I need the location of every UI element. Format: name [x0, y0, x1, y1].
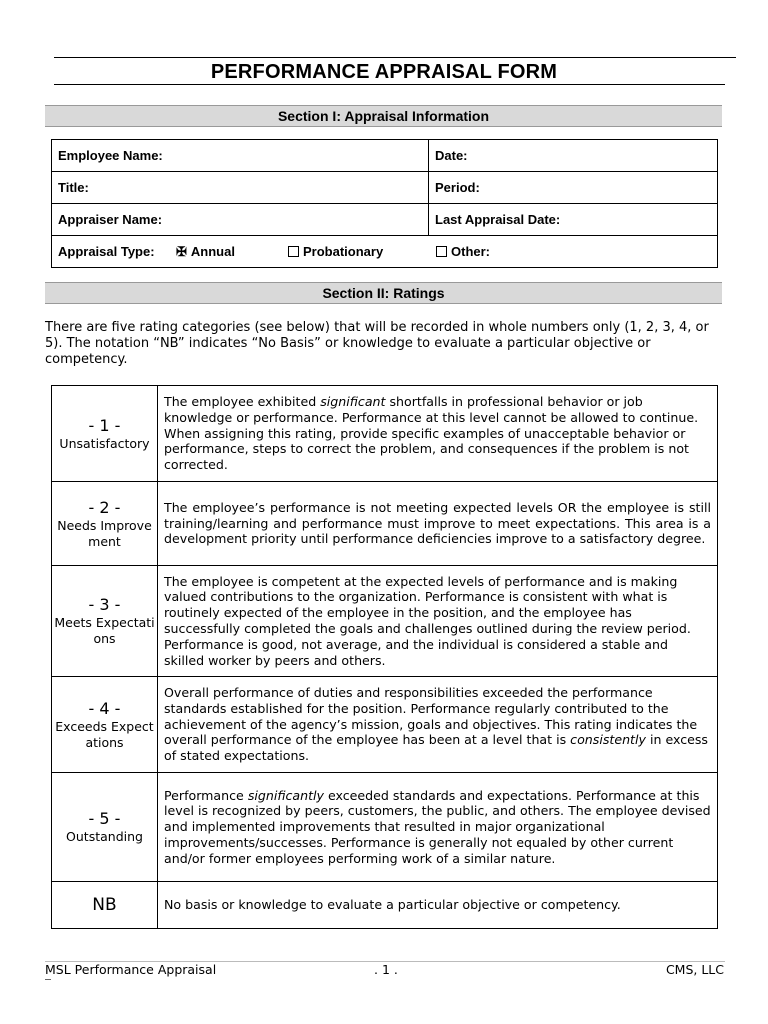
rating-name: Exceeds Expectations: [55, 718, 154, 750]
footer-left: MSL Performance Appraisal: [45, 962, 217, 977]
title-label: Title:: [58, 180, 89, 195]
info-row-employee: [52, 140, 718, 172]
other-option-label: Other:: [451, 244, 490, 259]
info-row-type: [52, 236, 718, 268]
rating-label-cell: [52, 773, 158, 882]
checked-cross-icon: ✠: [176, 243, 187, 259]
checkbox-icon: [288, 246, 299, 257]
appraisal-type-label: Appraisal Type:: [58, 244, 155, 259]
rating-description: The employee is competent at the expected levels of performance and is making valued contributions to the organization. Performance is consistent with what is routinely expected of the employee in the position, and the employee has successfully completed the goals and challenges outlined during the review period. Performance is good, not average, and the individual is considered a stable and skilled worker by peers and others.: [158, 566, 718, 677]
rating-name: Outstanding: [66, 829, 143, 844]
rating-row-nb: [52, 882, 718, 929]
appraiser-name-field[interactable]: [52, 204, 429, 236]
info-row-appraiser: [52, 204, 718, 236]
employee-name-label: Employee Name:: [58, 148, 163, 163]
footer-tick: [45, 979, 51, 980]
form-title: PERFORMANCE APPRAISAL FORM: [210, 61, 558, 83]
rating-desc-part: The employee exhibited: [164, 394, 321, 409]
rating-name: Meets Expectations: [54, 615, 155, 646]
employee-name-field[interactable]: [52, 140, 429, 172]
appraisal-type-cell: [52, 236, 718, 268]
probationary-option-label: Probationary: [303, 244, 384, 259]
period-field[interactable]: [429, 172, 718, 204]
rating-desc-emphasis: consistently: [570, 732, 646, 748]
rating-row-5: [52, 773, 718, 882]
title-rule-top: [54, 57, 736, 58]
footer-right: CMS, LLC: [665, 962, 724, 977]
rating-row-1: [52, 386, 718, 482]
rating-desc-emphasis: significantly: [247, 787, 324, 803]
rating-name: Needs Improvement: [57, 517, 152, 549]
title-rule-bottom: [54, 84, 725, 85]
rating-desc-part: shortfalls in professional behavior or job knowledge or performance. Performance at this level cannot be allowed to continue. When assigning this rating, provide specific examples of unacceptable behavior or performance, steps to correct the problem, and consequences if the problem is not corrected.: [164, 394, 699, 473]
appraisal-info-table: [51, 139, 718, 268]
section-2-header: Section II: Ratings: [45, 282, 722, 304]
rating-row-4: [52, 677, 718, 773]
section-1-header: Section I: Appraisal Information: [45, 105, 722, 127]
rating-name: Unsatisfactory: [59, 435, 150, 451]
rating-number: - 2 -: [88, 497, 121, 517]
page-number: . 1 .: [374, 962, 398, 977]
rating-desc-part: exceeded standards and expectations. Performance at this level is recognized by peers, customers, the public, and others. The employee devised and implemented improvements that resulted in major organizational improvements/successes. Performance is generally not equaled by other current and/or former employees performing work of a similar nature.: [164, 787, 711, 866]
rating-row-2: [52, 482, 718, 566]
probationary-option[interactable]: [288, 244, 436, 259]
rating-number: - 3 -: [88, 595, 121, 614]
last-appraisal-date-label: Last Appraisal Date:: [435, 212, 561, 227]
rating-desc-emphasis: significant: [320, 394, 386, 409]
rating-description: [158, 773, 718, 882]
rating-number: NB: [92, 895, 117, 915]
rating-desc-part: Overall performance of duties and responsibilities exceeded the performance standards established for the position. Performance regularly contributed to the achievement of the agency’s mission, goals and objectives. This rating indicates the overall performance of the employee has been at a level that is: [164, 685, 698, 748]
date-field[interactable]: [429, 140, 718, 172]
date-label: Date:: [435, 148, 468, 163]
rating-number: - 1 -: [88, 415, 121, 435]
rating-number: - 4 -: [88, 698, 121, 718]
checkbox-icon: [436, 246, 447, 257]
rating-number: - 5 -: [88, 809, 121, 828]
title-field[interactable]: [52, 172, 429, 204]
info-row-title: [52, 172, 718, 204]
appraiser-name-label: Appraiser Name:: [58, 212, 163, 227]
rating-desc-part: in excess of stated expectations.: [164, 732, 708, 764]
rating-label-cell: [52, 882, 158, 929]
period-label: Period:: [435, 180, 480, 195]
rating-description: [158, 386, 718, 482]
annual-option-label: Annual: [190, 244, 235, 259]
rating-label-cell: [52, 386, 158, 482]
other-option[interactable]: [436, 244, 490, 259]
ratings-table: [51, 385, 718, 929]
ratings-intro: There are five rating categories (see below) that will be recorded in whole numbers only (1, 2, 3, 4, or 5). The notation “NB” indicates “No Basis” or knowledge to evaluate a particular objective or competency.: [45, 320, 709, 367]
rating-description: The employee’s performance is not meeting expected levels OR the employee is still training/learning and performance must improve to meet expectations. This area is a development priority until performance deficiencies improve to a satisfactory degree.: [158, 482, 718, 566]
rating-label-cell: [52, 677, 158, 773]
rating-label-cell: [52, 566, 158, 677]
rating-desc-part: Performance: [164, 787, 248, 803]
rating-label-cell: [52, 482, 158, 566]
last-appraisal-date-field[interactable]: [429, 204, 718, 236]
rating-row-3: [52, 566, 718, 677]
rating-description: No basis or knowledge to evaluate a particular objective or competency.: [158, 882, 718, 929]
rating-description: [158, 677, 718, 773]
annual-option[interactable]: [176, 244, 288, 260]
